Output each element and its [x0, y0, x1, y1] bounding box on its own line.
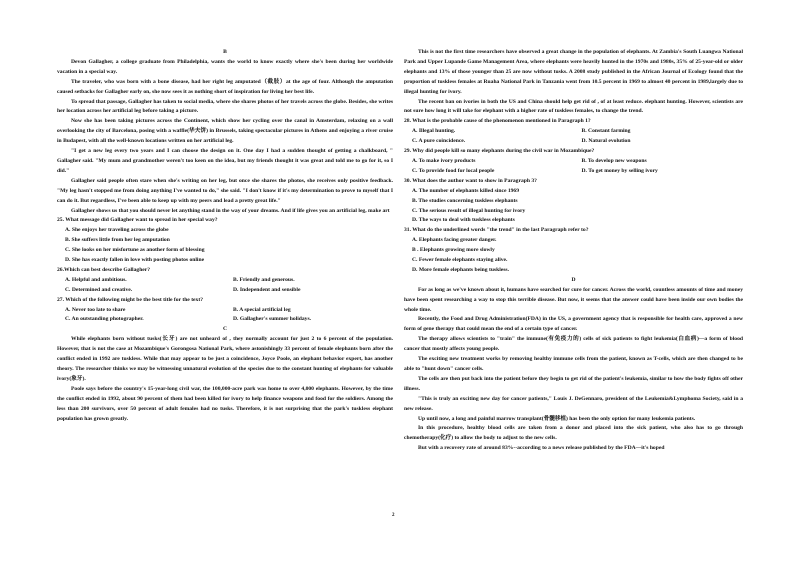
question-30-stem: 30. What does the author want to show in Paragraph 3? [404, 177, 537, 184]
b-paragraph-4: Now she has been taking pictures across the Continent, which show her cycling over the canal in Amsterdam, relaxing on a wall overlooking the city of Barcelona, posing with a waffle(华夫饼) in Brussels, taking spectacular pictures in Athens and enjoying a river cruise in Budapest, with all the well-known locations written on her artificial leg. [57, 118, 393, 145]
option-text: D. The ways to deal with tuskless elephants [412, 217, 515, 224]
question-27-option-b[interactable]: B. A special artificial leg [233, 306, 291, 313]
option-text: A. Elephants facing greater danger. [412, 237, 497, 244]
option-text: C. She looks on her misfortune as another form of blessing [65, 247, 205, 254]
question-27-options-row-1 [57, 306, 393, 316]
b-paragraph-2: The traveler, who was born with a bone disease, had her right leg amputated（截肢）at the age of four. Although the amputation caused setbacks for Gallagher early on, she now sees it as nothing short of inspiration for living her best life. [57, 78, 393, 95]
b-paragraph-3: To spread that passage, Gallagher has taken to social media, where she shares photos of her travels across the globe. Besides, she writes her location across her artificial leg before taking a picture. [57, 98, 393, 115]
question-30-option-d[interactable] [404, 216, 743, 226]
d-paragraph-1: For as long as we've known about it, humans have searched for cure for cancer. Across the world, countless amounts of time and money have been spent researching a way to stop this terrible disease. But now, it seems that the answer could have been inside our own bodies the whole time. [404, 286, 743, 313]
question-31-option-c[interactable] [404, 256, 743, 266]
option-text: B. The studies concerning tuskless elephants [412, 197, 518, 204]
question-25-option-a[interactable] [57, 226, 393, 236]
question-31-option-d[interactable] [404, 266, 743, 276]
c-paragraph-4: The recent ban on ivories in both the US and China should help get rid of , of at least reduce. elephant hunting. However, scientists are not sure how long it will take for elephant with a higher rate of tuskless females, to change the trend. [404, 98, 743, 115]
d-paragraph-7: Up until now, a long and painful marrow transplant(骨髓移植) has been the only option for many leukemia patients. [418, 415, 696, 422]
question-26-options-row-1 [57, 276, 393, 286]
left-column [57, 48, 393, 424]
d-paragraph-5: The cells are then put back into the patient before they begin to get rid of the patient's leukemia, similar to how the body fights off other illness. [404, 375, 743, 392]
question-26-option-b[interactable]: B. Friendly and generous. [233, 276, 295, 283]
section-d-title: D [571, 276, 576, 283]
question-28-options-row-2 [404, 137, 743, 147]
question-30-option-c[interactable] [404, 207, 743, 217]
option-text: D. She has exactly fallen in love with posting photos online [65, 257, 205, 264]
option-text: B. She suffers little from her leg amputation [65, 237, 170, 244]
d-paragraph-4: The exciting new treatment works by removing healthy immune cells from the patient, known as T-cells, which are then changed to be able to "hunt down" cancer cells. [404, 356, 743, 372]
question-26-option-d[interactable]: D. Independent and sensible [233, 286, 301, 293]
c-paragraph-1: While elephants born without tusks(长牙) are not unheard of , they normally account for just 2 to 6 percent of the population. However, that is not the case at Mozambique's Gorongosa National Park, where astonishingly 33 percent of female elephants born after the conflict ended in 1992 are tuskless. While that may appear to be just a coincidence, Joyce Poole, an elephant behavior expert, has another theory. The researcher thinks we may be witnessing unnatural evolution of the species due to the constant hunting of elephants for valuable ivory(象牙). [57, 336, 393, 382]
d-paragraph-3: The therapy allows scientists to "train" the immune(有免疫力的) cells of sick patients to fight leukemia(白血病)—a form of blood cancer that mostly affects young people. [404, 336, 743, 353]
question-27-option-a[interactable]: A. Never too late to share [65, 306, 126, 313]
c-paragraph-2: Poole says before the country's 15-year-long civil war, the 100,000-acre park was home to over 4,000 elephants. However, by the time the conflict ended in 1992, about 90 percent of them had been killed for ivory to help finance weapons and food for the soldiers. Among the less than 200 survivors, over 50 percent of adult females had no tusks. Therefore, it is not surprising that the park's tuskless elephant population has grown greatly. [57, 385, 393, 422]
question-27-options-row-2 [57, 315, 393, 325]
question-29-option-c[interactable]: C. To provide food for local people [412, 167, 495, 174]
d-paragraph-9: But with a recovery rate of around 83%--according to a news release published by the FDA—it's hoped [418, 445, 665, 452]
question-29-option-a[interactable]: A. To make ivory products [412, 157, 476, 164]
question-28-option-a[interactable]: A. Illegal hunting. [412, 128, 456, 135]
section-c-title: C [222, 326, 228, 333]
question-29-option-d[interactable]: D. To get money by selling ivory [581, 167, 658, 174]
question-26-options-row-2 [57, 286, 393, 296]
question-29-stem: 29. Why did people kill so many elephants during the civil war in Mozambique? [404, 148, 595, 155]
question-25-option-b[interactable] [57, 236, 393, 246]
question-28-option-b[interactable]: B. Constant farming [581, 128, 631, 135]
b-paragraph-5: "I get a new leg every two years and I can choose the design on it. One day I had a sudden thought of getting a chalkboard, " Gallagher said. "My mum and grandmother weren't too keen on the idea, but my friends thought it was great and told me to go for it, so I did." [57, 148, 393, 174]
b-paragraph-7: Gallagher shows us that you should never let anything stand in the way of your dreams. And if life gives you an artificial leg, make art [71, 207, 390, 214]
right-column [404, 48, 743, 454]
question-28-option-d[interactable]: D. Natural evolution [581, 138, 631, 145]
section-b-title: B [223, 49, 227, 55]
b-paragraph-6: Gallagher said people often stare when she's writing on her leg, but once she shares the photos, she receives only positive feedback. "My leg hasn't stopped me from doing anything I've wanted to do," she said. "I don't know if it's my determination to prove to myself that I can do it. But regardless, I've been able to keep up with my peers and lead a pretty great life." [57, 177, 393, 204]
question-29-options-row-2 [404, 167, 743, 177]
question-25-option-d[interactable] [57, 256, 393, 266]
question-30-option-a[interactable] [404, 187, 743, 197]
question-31-stem: 31. What do the underlined words "the trend" in the last Paragraph refer to? [404, 227, 589, 234]
c-paragraph-3: This is not the first time researchers have observed a great change in the population of elephants. At Zambia's South Luangwa National Park and Upper Lupande Game Management Area, where elephants were heavily hunted in the 1970s and 1980s, 35% of 25-year-old or older elephants and 13% of those younger than 25 are now without tusks. A 2008 study published in the African Journal of Ecology found that the proportion of tuskless females at Ruaha National Park in Tanzania went from 10.5 percent in 1969 to almost 40 percent in 1989,largely due to illegal hunting for ivory. [404, 49, 743, 95]
option-text: C. Fewer female elephants staying alive. [412, 257, 508, 264]
question-26-stem: 26.Which can best describe Gallagher? [57, 266, 151, 273]
option-text: A. She enjoys her traveling across the globe [65, 227, 169, 234]
question-29-option-b[interactable]: B. To develop new weapons [581, 157, 647, 164]
question-25-stem: 25. What message did Gallagher want to spread in her special way? [57, 217, 218, 224]
option-text: A. The number of elephants killed since 1969 [412, 187, 520, 194]
question-26-option-c[interactable]: C. Determined and creative. [65, 286, 133, 293]
option-text: D. More female elephants being tuskless. [412, 266, 510, 273]
d-paragraph-6: "This is truly an exciting new day for cancer patients," Louis J. DeGennaro, president of the Leukemia&Lymphoma Society, said in a new release. [404, 395, 743, 412]
question-31-option-b[interactable] [404, 246, 743, 256]
option-text: C. The serious result of illegal hunting for ivory [412, 207, 526, 214]
question-28-options-row-1 [404, 127, 743, 137]
question-27-stem: 27. Which of the following might be the best title for the text? [57, 296, 203, 303]
question-25-option-c[interactable] [57, 246, 393, 256]
question-27-option-c[interactable]: C. An outstanding photographer. [65, 316, 144, 323]
question-28-stem: 28. What is the probable cause of the phenomenon mentioned in Paragraph 1? [404, 118, 591, 125]
b-paragraph-1: Devon Gallagher, a college graduate from Philadelphia, wants the world to know exactly where she's been during her worldwide vacation in a special way. [57, 58, 393, 75]
page-number: 2 [392, 513, 395, 518]
question-31-option-a[interactable] [404, 236, 743, 246]
question-28-option-c[interactable]: C. A pure coincidence. [412, 138, 466, 145]
question-30-option-b[interactable] [404, 197, 743, 207]
d-paragraph-8: In this procedure, healthy blood cells are taken from a donor and placed into the sick patient, who also has to go through chemotherapy(化疗) to allow the body to adjust to the new cells. [404, 425, 743, 442]
option-text: B . Elephants growing more slowly [412, 247, 495, 254]
question-26-option-a[interactable]: A. Helpful and ambitious. [65, 276, 127, 283]
question-27-option-d[interactable]: D. Gallagher's summer holidays. [233, 316, 312, 323]
question-29-options-row-1 [404, 157, 743, 167]
d-paragraph-2: Recently, the Food and Drug Administration(FDA) in the US, a government agency that is responsible for health care, approved a new form of gene therapy that could mean the end of a certain type of cancer. [404, 316, 743, 333]
